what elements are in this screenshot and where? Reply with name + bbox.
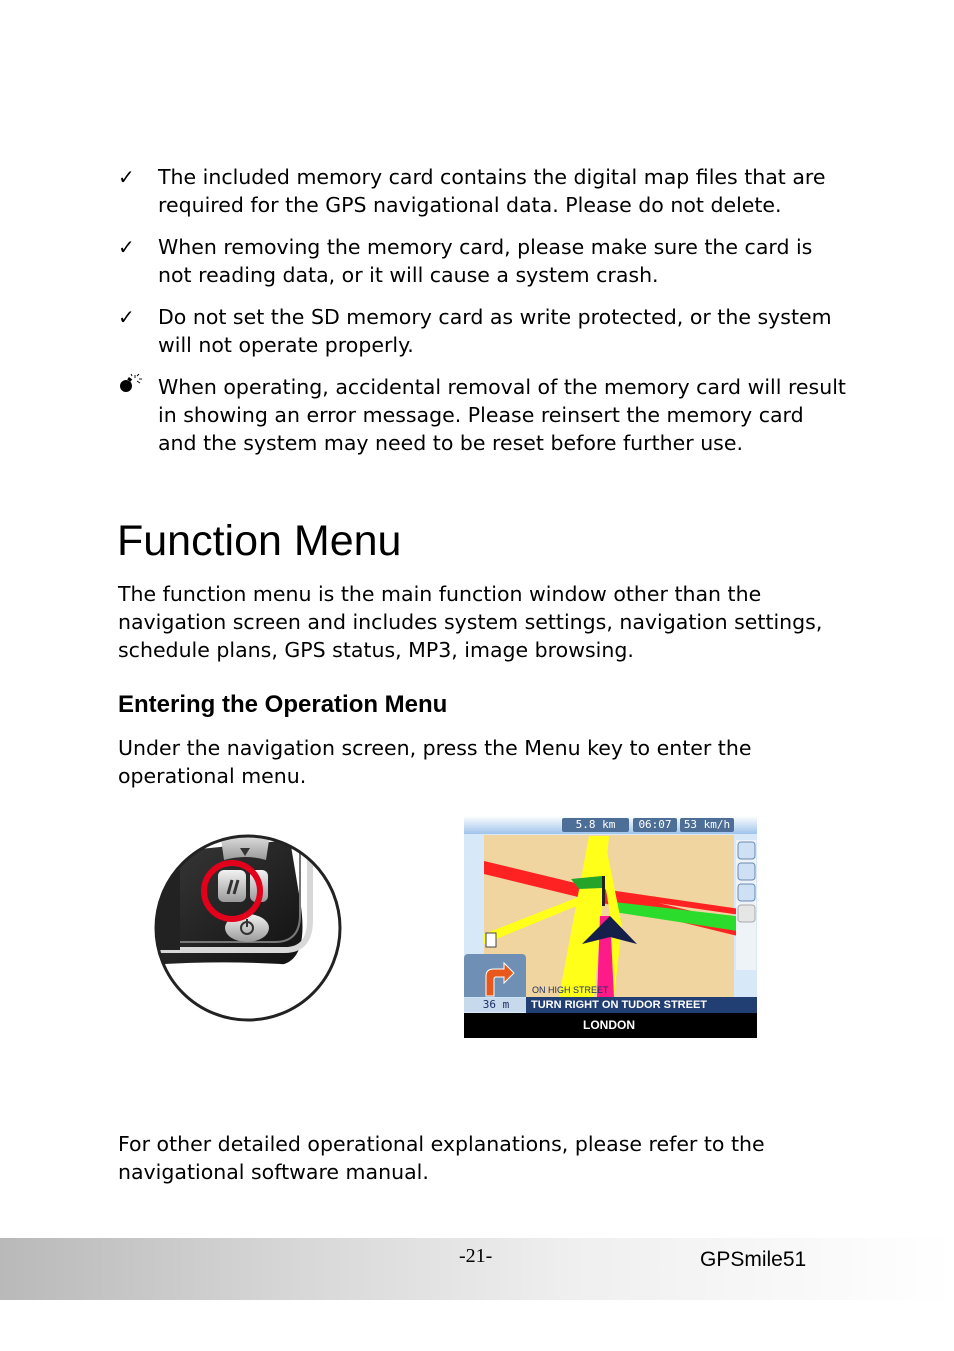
footer-brand: GPSmile51	[700, 1248, 807, 1271]
note-text: When operating, accidental removal of the memory card will result in showing an error message. Please reinsert the memory card and the system may need to be reset before further use.	[158, 375, 846, 455]
distance-readout: 5.8 km	[575, 818, 616, 831]
navigation-screen	[464, 816, 757, 1038]
bomb-icon	[118, 373, 148, 402]
section-intro: The function menu is the main function window other than the navigation screen and includes system settings, navigation settings, schedule plans, GPS status, MP3, image browsing.	[118, 582, 823, 662]
note-text: Do not set the SD memory card as write protected, or the system will not operate properly.	[158, 305, 832, 357]
next-turn-distance: 36 m	[482, 998, 510, 1011]
closing-text: For other detailed operational explanations, please refer to the navigational software manual.	[118, 1132, 765, 1184]
check-icon: ✓	[118, 305, 135, 329]
check-icon: ✓	[118, 235, 135, 259]
subsection-title: Entering the Operation Menu	[118, 691, 448, 718]
current-street-label: ON HIGH STREET	[532, 985, 609, 995]
device-menu-key-illustration	[150, 830, 350, 1034]
check-icon: ✓	[118, 165, 135, 189]
page-number: -21-	[459, 1245, 493, 1267]
time-readout: 06:07	[638, 818, 672, 831]
note-text: When removing the memory card, please make sure the card is not reading data, or it will cause a system crash.	[158, 235, 813, 287]
section-title: Function Menu	[117, 517, 402, 565]
city-label: LONDON	[583, 1018, 635, 1032]
turn-instruction: TURN RIGHT ON TUDOR STREET	[531, 999, 707, 1011]
speed-readout: 53 km/h	[683, 818, 731, 831]
note-text: The included memory card contains the digital map files that are required for the GPS navigational data. Please do not delete.	[158, 165, 826, 217]
subsection-text: Under the navigation screen, press the Menu key to enter the operational menu.	[118, 736, 752, 788]
